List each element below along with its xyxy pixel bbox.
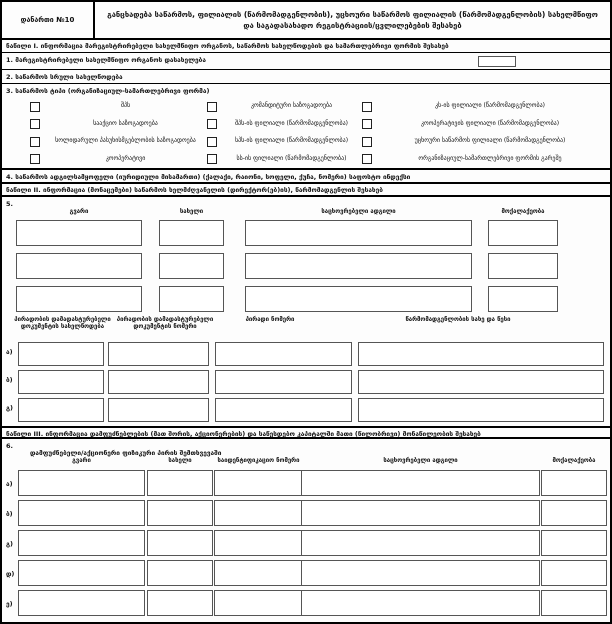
doc1-representation-box[interactable] — [358, 342, 604, 366]
option-komandituri — [207, 98, 362, 116]
person2-surname-box[interactable] — [16, 253, 142, 279]
founder-row3-label: გ) — [6, 540, 14, 548]
option-kooperativi — [30, 151, 207, 169]
q2-label: 2. საწარმოს სრული სახელწოდება — [6, 73, 123, 81]
doc2-representation-box[interactable] — [358, 370, 604, 394]
checkbox-gareshe-icon[interactable] — [362, 154, 372, 164]
part3-header: ნაწილი III. ინფორმაცია დამფუძნებლების (მათ შორის, აქციონერების) და საწესდებო კაპიტალში მათი (წილობრივი) მონაწილეობის შესახებ — [2, 426, 610, 439]
person-header-surname: გვარი — [69, 208, 89, 215]
option-label: სააქციო საზოგადოება — [93, 119, 158, 127]
person1-name-box[interactable] — [159, 220, 224, 246]
founder3-citizenship-box[interactable] — [541, 530, 607, 556]
founder3-idnumber-box[interactable] — [214, 530, 303, 556]
founder4-idnumber-box[interactable] — [214, 560, 303, 586]
option-label: სს-ის ფილიალი (წარმომადგენლობა) — [236, 154, 347, 162]
founder5-citizenship-box[interactable] — [541, 590, 607, 616]
founder-row5-label: ე) — [6, 600, 13, 608]
person1-citizenship-box[interactable] — [488, 220, 558, 246]
person3-residence-box[interactable] — [245, 286, 472, 312]
doc-row1-label: ა) — [6, 348, 13, 356]
founder3-surname-box[interactable] — [18, 530, 145, 556]
option-label: კს-ის ფილიალი (წარმომადგენლობა) — [435, 102, 545, 110]
registering-organ-code-box[interactable] — [478, 56, 516, 67]
founder4-residence-box[interactable] — [301, 560, 540, 586]
founder5-name-box[interactable] — [147, 590, 213, 616]
part2-header: ნაწილი II. ინფორმაცია (მონაცემები) საწარმოს ხელმძღვანელის (დირექტორ(ებ)ის), წარმომადგენლის შესახებ — [2, 184, 610, 197]
person-header-name: სახელი — [179, 208, 204, 215]
checkbox-sps-filiali-icon[interactable] — [207, 137, 217, 147]
q1-label: 1. მარეგისტრირებელი სახელმწიფო ორგანოს დასახელება — [6, 56, 206, 64]
founder1-residence-box[interactable] — [301, 470, 540, 496]
checkbox-kooperativi-filiali-icon[interactable] — [362, 119, 372, 129]
q1-row — [2, 53, 610, 70]
doc3-idnumber-box[interactable] — [108, 398, 209, 422]
q6-number: 6. — [6, 442, 13, 450]
option-label: ორგანიზაციულ-სამართლებრივი ფორმის გარეშე — [418, 154, 562, 162]
founder2-name-box[interactable] — [147, 500, 213, 526]
doc-row2-label: ბ) — [6, 376, 13, 384]
founder4-citizenship-box[interactable] — [541, 560, 607, 586]
person-header-residence: საცხოვრებელი ადგილი — [321, 208, 396, 215]
founder3-residence-box[interactable] — [301, 530, 540, 556]
option-label: შპს-ის ფილიალი (წარმომადგენლობა) — [234, 119, 349, 127]
annex-number: დანართი №10 — [2, 2, 95, 40]
doc-row3-label: გ) — [6, 404, 14, 412]
option-shps — [30, 98, 207, 116]
founder-header-name: სახელი — [168, 457, 192, 464]
doc-header-personalnumber: პირადი ნომერი — [245, 316, 295, 323]
founder-row1-label: ა) — [6, 480, 13, 488]
doc1-personalnumber-box[interactable] — [215, 342, 352, 366]
checkbox-shps-icon[interactable] — [30, 102, 40, 112]
person1-surname-box[interactable] — [16, 220, 142, 246]
option-shps-filiali — [207, 116, 362, 134]
person2-residence-box[interactable] — [245, 253, 472, 279]
founder1-idnumber-box[interactable] — [214, 470, 303, 496]
founder2-residence-box[interactable] — [301, 500, 540, 526]
doc3-idname-box[interactable] — [18, 398, 104, 422]
person-header-citizenship: მოქალაქეობა — [501, 208, 545, 215]
founder1-name-box[interactable] — [147, 470, 213, 496]
founder-header-residence: საცხოვრებელი ადგილი — [383, 457, 458, 464]
option-label: კოოპერატივი — [105, 154, 146, 162]
checkbox-solidaruli-icon[interactable] — [30, 137, 40, 147]
doc1-idnumber-box[interactable] — [108, 342, 209, 366]
doc2-idnumber-box[interactable] — [108, 370, 209, 394]
option-label: შპს — [120, 102, 131, 110]
q3-label: 3. საწარმოს ტიპი (ორგანიზაციულ-სამართლებრივი ფორმა) — [6, 87, 210, 95]
checkbox-saaktsio-icon[interactable] — [30, 119, 40, 129]
founder2-idnumber-box[interactable] — [214, 500, 303, 526]
checkbox-ss-filiali-icon[interactable] — [207, 154, 217, 164]
doc2-idname-box[interactable] — [18, 370, 104, 394]
option-saaktsio — [30, 116, 207, 134]
option-kooperativi-filiali — [362, 116, 604, 134]
option-label: უცხოური საწარმოს ფილიალი (წარმომადგენლობა) — [414, 137, 566, 145]
doc3-representation-box[interactable] — [358, 398, 604, 422]
option-ks-filiali — [362, 98, 604, 116]
person3-name-box[interactable] — [159, 286, 224, 312]
founder5-residence-box[interactable] — [301, 590, 540, 616]
checkbox-utskhouri-filiali-icon[interactable] — [362, 137, 372, 147]
founder4-surname-box[interactable] — [18, 560, 145, 586]
founder-row2-label: ბ) — [6, 510, 13, 518]
founder3-name-box[interactable] — [147, 530, 213, 556]
part1-header: ნაწილი I. ინფორმაცია მარეგისტრირებელი სახელმწიფო ორგანოს, საწარმოს სახელწოდების და სამართლებრივი ფორმის შესახებ — [2, 40, 610, 53]
person2-citizenship-box[interactable] — [488, 253, 558, 279]
doc1-idname-box[interactable] — [18, 342, 104, 366]
q4-row — [2, 170, 610, 184]
founder-subtitle: დამფუძნებელი/აქციონერი ფიზიკური პირის შემთხვევაში — [30, 449, 222, 457]
founder2-citizenship-box[interactable] — [541, 500, 607, 526]
option-sps-filiali — [207, 133, 362, 151]
form-title: განცხადება საწარმოს, ფილიალის (წარმომადგენლობის), უცხოური საწარმოს ფილიალის (წარმომადგენლობის) სახელმწიფო და საგადასახადო რეგისტრაციის/ცვლილებების შესახებ — [95, 2, 610, 40]
q5-number: 5. — [6, 200, 13, 208]
option-label: სპს-ის ფილიალი (წარმომადგენლობა) — [234, 137, 349, 145]
checkbox-kooperativi-icon[interactable] — [30, 154, 40, 164]
founder-header-surname: გვარი — [72, 457, 91, 464]
founder-row4-label: დ) — [6, 570, 15, 578]
founder4-name-box[interactable] — [147, 560, 213, 586]
checkbox-ks-filiali-icon[interactable] — [362, 102, 372, 112]
founder5-surname-box[interactable] — [18, 590, 145, 616]
founder-header-citizenship: მოქალაქეობა — [552, 457, 596, 464]
founder5-idnumber-box[interactable] — [214, 590, 303, 616]
doc2-personalnumber-box[interactable] — [215, 370, 352, 394]
q2-row — [2, 70, 610, 84]
legal-form-options — [30, 98, 604, 168]
option-utskhouri-filiali — [362, 133, 604, 151]
option-solidaruli — [30, 133, 207, 151]
doc3-personalnumber-box[interactable] — [215, 398, 352, 422]
founder-header-idnumber: საიდენტიფიკაციო ნომერი — [217, 457, 300, 464]
q4-label: 4. საწარმოს ადგილსამყოფელი (იურიდიული მისამართი) (ქალაქი, რაიონი, სოფელი, ქუჩა, ნომერი) საფოსტო ინდექსი — [6, 173, 411, 181]
option-ss-filiali — [207, 151, 362, 169]
person1-residence-box[interactable] — [245, 220, 472, 246]
option-label: კოოპერატივის ფილიალი (წარმომადგენლობა) — [420, 119, 560, 127]
person3-surname-box[interactable] — [16, 286, 142, 312]
founder1-surname-box[interactable] — [18, 470, 145, 496]
doc-header-idname: პირადობის დამადასტურებელი დოკუმენტის სახელწოდება — [14, 316, 111, 330]
option-label: კომანდიტური საზოგადოება — [250, 102, 333, 110]
person3-citizenship-box[interactable] — [488, 286, 558, 312]
option-gareshe — [362, 151, 604, 169]
founder2-surname-box[interactable] — [18, 500, 145, 526]
founder1-citizenship-box[interactable] — [541, 470, 607, 496]
checkbox-shps-filiali-icon[interactable] — [207, 119, 217, 129]
person2-name-box[interactable] — [159, 253, 224, 279]
checkbox-komandituri-icon[interactable] — [207, 102, 217, 112]
doc-header-representation: წარმომადგენლობის სახე და წესი — [405, 316, 511, 323]
option-label: სოლიდარული პასუხისმგებლობის საზოგადოება — [55, 137, 196, 145]
doc-header-idnumber: პირადობის დამადასტურებელი დოკუმენტის ნომერი — [116, 316, 214, 330]
